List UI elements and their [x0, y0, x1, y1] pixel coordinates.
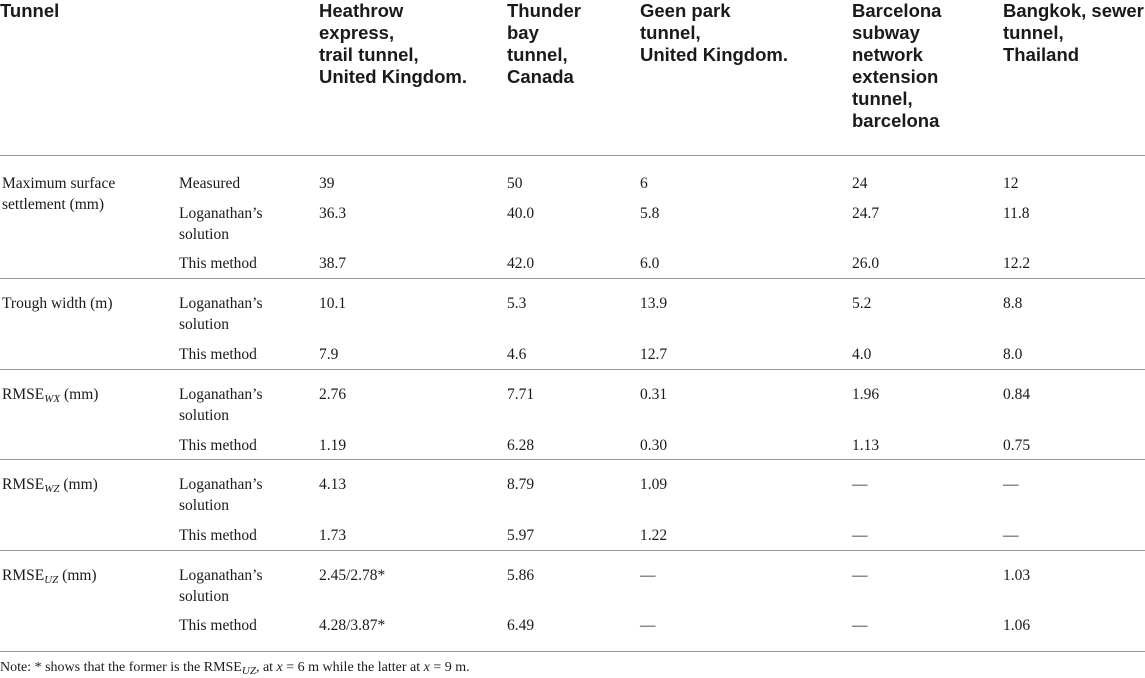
- table-cell: 12.7: [640, 346, 668, 363]
- table-cell: 1.09: [640, 476, 668, 493]
- group-divider: [0, 278, 1145, 279]
- header-col-5: Bangkok, sewer tunnel, Thailand: [1003, 0, 1144, 65]
- table-cell: 4.0: [852, 346, 872, 363]
- table-cell: 4.28/3.87*: [319, 617, 386, 634]
- table-cell: —: [852, 527, 868, 544]
- table-cell: 42.0: [507, 255, 535, 272]
- table-cell: 0.31: [640, 386, 668, 403]
- table-cell: 5.97: [507, 527, 535, 544]
- table-cell: 0.30: [640, 437, 668, 454]
- method-label: This method: [179, 617, 257, 634]
- table-cell: 1.03: [1003, 567, 1031, 584]
- table-cell: —: [852, 476, 868, 493]
- table-cell: 4.6: [507, 346, 527, 363]
- table-cell: 8.8: [1003, 295, 1023, 312]
- table-cell: 8.79: [507, 476, 535, 493]
- table-cell: —: [852, 617, 868, 634]
- table-cell: 1.96: [852, 386, 880, 403]
- table-cell: 0.75: [1003, 437, 1031, 454]
- method-label: Loganathan’s solution: [179, 205, 263, 243]
- table-cell: 7.9: [319, 346, 339, 363]
- table-cell: 5.8: [640, 205, 660, 222]
- table-cell: —: [640, 617, 656, 634]
- group-divider: [0, 459, 1145, 460]
- table-cell: 1.06: [1003, 617, 1031, 634]
- method-label: This method: [179, 437, 257, 454]
- method-label: Loganathan’s solution: [179, 567, 263, 605]
- table-cell: 11.8: [1003, 205, 1030, 222]
- table-cell: 13.9: [640, 295, 668, 312]
- table-cell: 4.13: [319, 476, 347, 493]
- header-col-1: Heathrow express, trail tunnel, United Kingdom.: [319, 0, 467, 87]
- table-cell: 1.19: [319, 437, 347, 454]
- table-cell: —: [852, 567, 868, 584]
- group-label: $RMSE_{WX}$ (mm): [2, 386, 99, 405]
- group-label: Trough width (m): [2, 295, 113, 312]
- table-cell: 39: [319, 175, 335, 192]
- method-label: Measured: [179, 175, 241, 192]
- header-tunnel-label: Tunnel: [0, 0, 60, 21]
- table-cell: 5.2: [852, 295, 872, 312]
- table-cell: 24: [852, 175, 868, 192]
- table-cell: —: [640, 567, 656, 584]
- method-label: Loganathan’s solution: [179, 386, 263, 424]
- method-label: Loganathan’s solution: [179, 476, 263, 514]
- table-cell: 5.3: [507, 295, 527, 312]
- table-cell: 8.0: [1003, 346, 1023, 363]
- table-cell: 7.71: [507, 386, 535, 403]
- table-cell: 0.84: [1003, 386, 1031, 403]
- method-label: This method: [179, 527, 257, 544]
- table-cell: 1.13: [852, 437, 880, 454]
- table-cell: 12.2: [1003, 255, 1031, 272]
- table-cell: 26.0: [852, 255, 880, 272]
- group-label: Maximum surface settlement (mm): [2, 175, 116, 213]
- table-cell: 50: [507, 175, 523, 192]
- group-divider: [0, 550, 1145, 551]
- table-cell: 2.76: [319, 386, 347, 403]
- table-cell: 36.3: [319, 205, 347, 222]
- table-cell: 40.0: [507, 205, 535, 222]
- group-label: $RMSE_{UZ}$ (mm): [2, 567, 97, 586]
- table-cell: 1.73: [319, 527, 347, 544]
- table-cell: 6.49: [507, 617, 535, 634]
- header-col-2: Thunder bay tunnel, Canada: [507, 0, 581, 87]
- table-cell: 12: [1003, 175, 1019, 192]
- table-cell: 24.7: [852, 205, 880, 222]
- group-label: $RMSE_{WZ}$ (mm): [2, 476, 98, 495]
- header-col-3: Geen park tunnel, United Kingdom.: [640, 0, 788, 65]
- method-label: This method: [179, 346, 257, 363]
- method-label: This method: [179, 255, 257, 272]
- table-cell: —: [1003, 527, 1019, 544]
- table-footnote: Note: * shows that the former is the $RMSE_{UZ}$, at x = 6 m while the latter at x = 9 m.: [0, 660, 470, 677]
- table-cell: 5.86: [507, 567, 535, 584]
- table-cell: 2.45/2.78*: [319, 567, 386, 584]
- method-label: Loganathan’s solution: [179, 295, 263, 333]
- table-cell: —: [1003, 476, 1019, 493]
- table-cell: 6.28: [507, 437, 535, 454]
- table-cell: 10.1: [319, 295, 347, 312]
- table-cell: 6.0: [640, 255, 660, 272]
- group-divider: [0, 369, 1145, 370]
- table-cell: 6: [640, 175, 648, 192]
- header-col-4: Barcelona subway network extension tunnel, barcelona: [852, 0, 942, 131]
- header-divider: [0, 155, 1145, 156]
- table-cell: 1.22: [640, 527, 668, 544]
- table-bottom-rule: [0, 651, 1145, 652]
- table-cell: 38.7: [319, 255, 347, 272]
